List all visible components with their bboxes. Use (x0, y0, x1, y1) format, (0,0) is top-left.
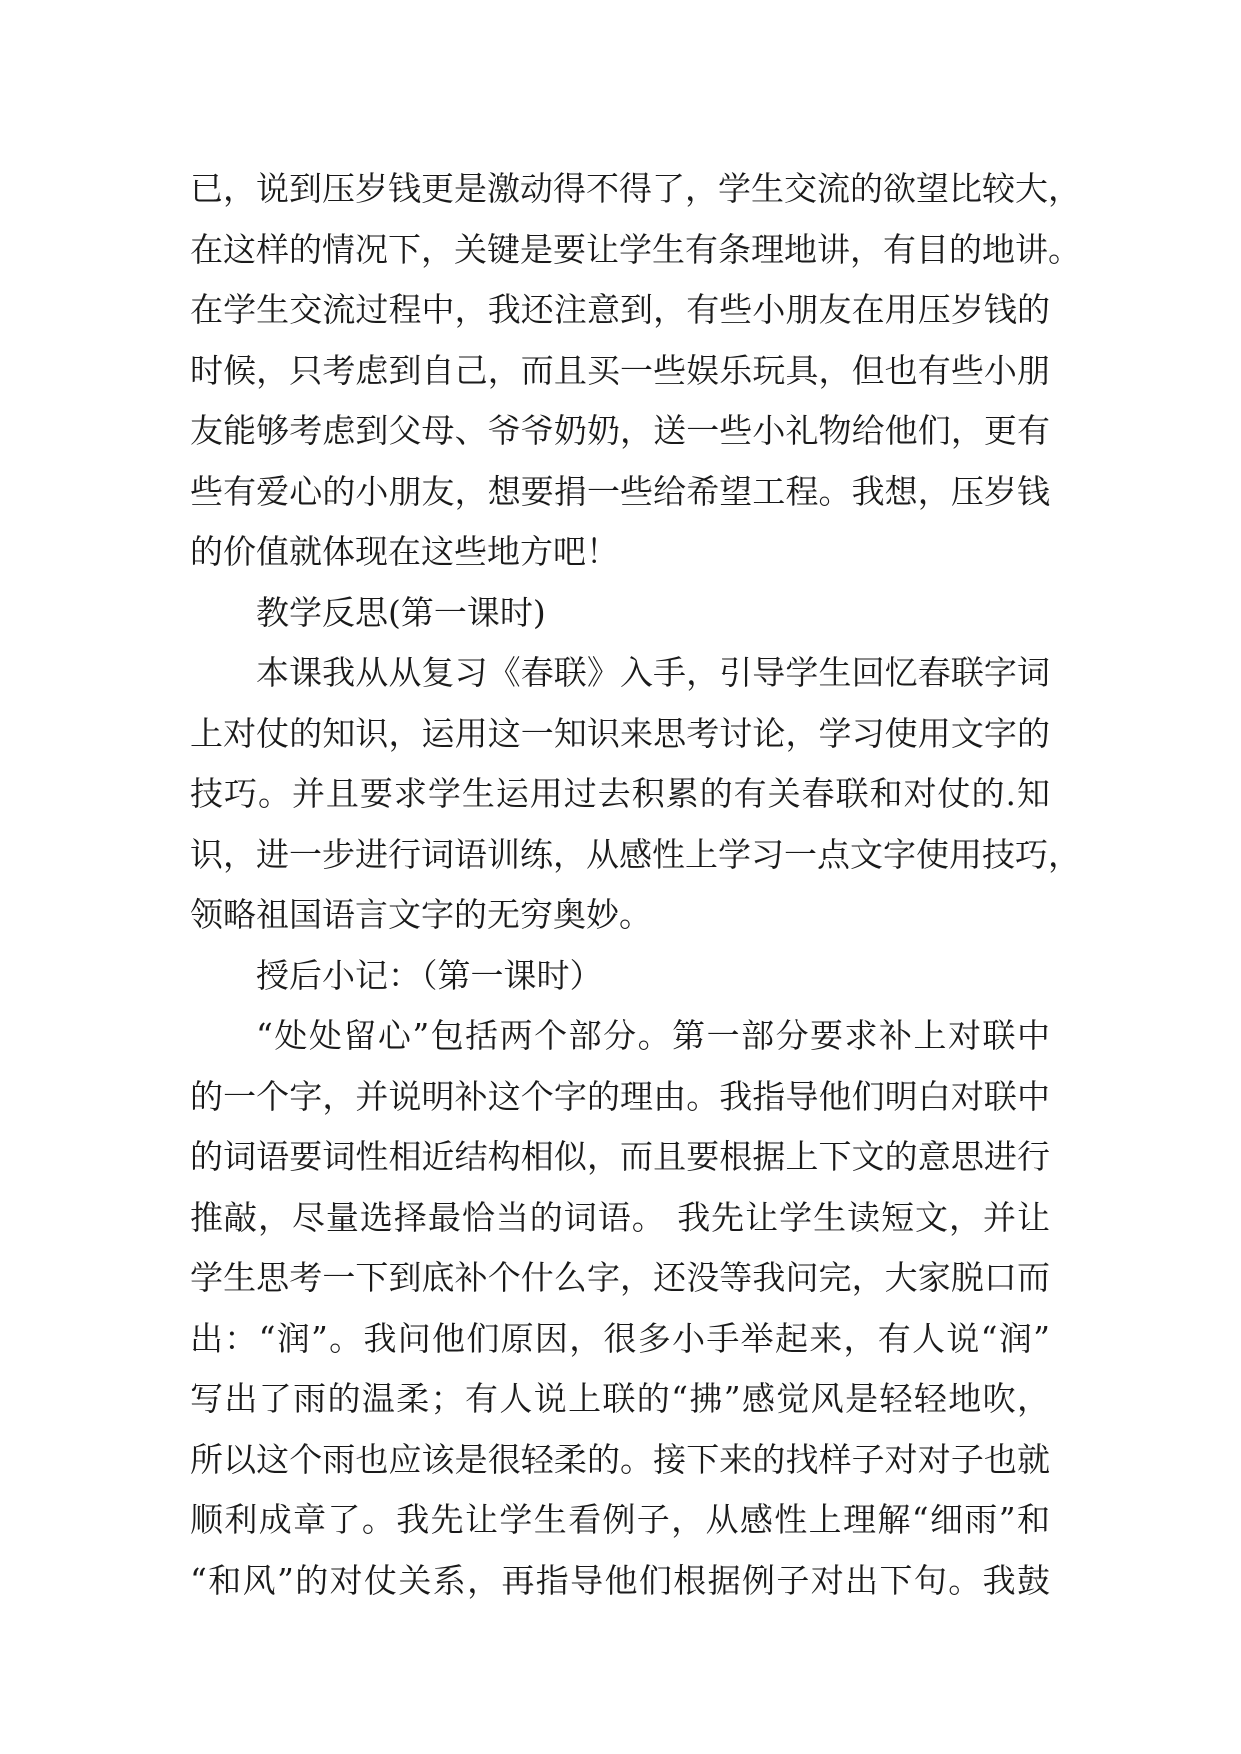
text-line: 的词语要词性相近结构相似，而且要根据上下文的意思进行 (190, 1137, 1050, 1176)
text-line: 推敲，尽量选择最恰当的词语。 我先让学生读短文，并让 (190, 1197, 1050, 1237)
text-line: 的价值就体现在这些地方吧！ (190, 532, 619, 571)
section-heading: 授后小记：（第一课时） (256, 955, 603, 995)
text-line: 时候，只考虑到自己，而且买一些娱乐玩具，但也有些小朋 (190, 350, 1050, 390)
text-line: 技巧。并且要求学生运用过去积累的有关春联和对仗的.知 (190, 774, 1050, 813)
text-line: “处处留心”包括两个部分。第一部分要求补上对联中 (256, 1016, 1050, 1055)
text-line: “和风”的对仗关系，再指导他们根据例子对出下句。我鼓 (190, 1560, 1050, 1600)
text-line: 顺利成章了。我先让学生看例子，从感性上理解“细雨”和 (190, 1500, 1050, 1539)
text-line: 学生思考一下到底补个什么字，还没等我问完，大家脱口而 (190, 1258, 1050, 1297)
text-line: 写出了雨的温柔；有人说上联的“拂”感觉风是轻轻地吹， (190, 1379, 1050, 1418)
text-line: 识，进一步进行词语训练，从感性上学习一点文字使用技巧， (190, 834, 1081, 874)
text-line: 在这样的情况下，关键是要让学生有条理地讲，有目的地讲。 (190, 229, 1081, 269)
text-line: 在学生交流过程中，我还注意到，有些小朋友在用压岁钱的 (190, 290, 1050, 329)
text-line: 些有爱心的小朋友，想要捐一些给希望工程。我想，压岁钱 (190, 471, 1050, 511)
text-line: 上对仗的知识，运用这一知识来思考讨论，学习使用文字的 (190, 713, 1050, 753)
text-line: 出：“润”。我问他们原因，很多小手举起来，有人说“润” (190, 1318, 1050, 1358)
text-line: 友能够考虑到父母、爷爷奶奶，送一些小礼物给他们，更有 (190, 411, 1050, 450)
text-line: 本课我从从复习《春联》入手，引导学生回忆春联字词 (256, 653, 1050, 692)
text-line: 的一个字，并说明补这个字的理由。我指导他们明白对联中 (190, 1076, 1050, 1116)
text-line: 已，说到压岁钱更是激动得不得了，学生交流的欲望比较大， (190, 169, 1081, 208)
section-heading: 教学反思(第一课时) (256, 592, 546, 632)
text-line: 领略祖国语言文字的无穷奥妙。 (190, 895, 652, 934)
text-line: 所以这个雨也应该是很轻柔的。接下来的找样子对对子也就 (190, 1439, 1050, 1479)
document-page (190, 159, 1081, 1611)
